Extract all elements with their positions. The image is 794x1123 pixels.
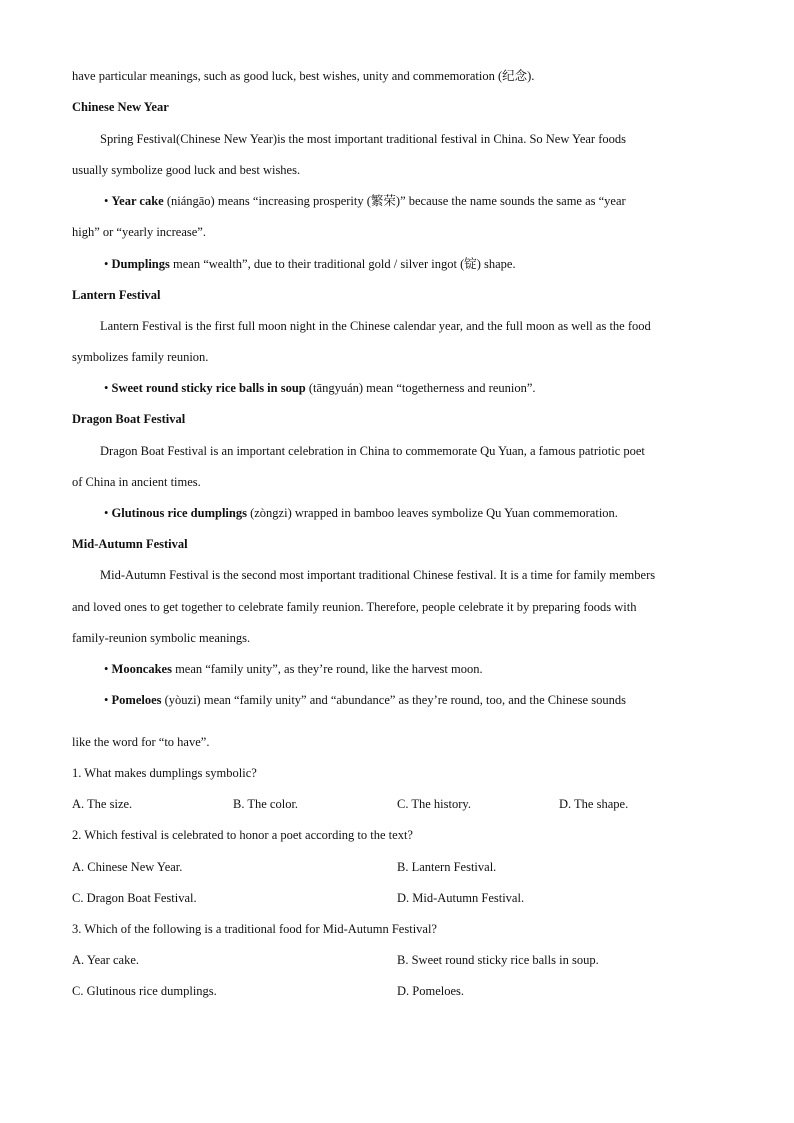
paragraph-line: Dragon Boat Festival is an important celebration in China to commemorate Qu Yuan, a famous patriotic poet <box>100 444 645 458</box>
question-3-option-b: B. Sweet round sticky rice balls in soup. <box>397 953 599 967</box>
bullet-glyph: • <box>104 257 109 271</box>
bullet-glyph: • <box>104 194 109 208</box>
question-2-option-d: D. Mid-Autumn Festival. <box>397 891 525 905</box>
bullet-term: Pomeloes <box>111 693 162 707</box>
question-3-option-d: D. Pomeloes. <box>397 984 465 998</box>
paragraph-line: usually symbolize good luck and best wishes. <box>72 163 301 177</box>
paragraph-line: family-reunion symbolic meanings. <box>72 631 251 645</box>
bullet-glyph: • <box>104 662 109 676</box>
bullet-term: Glutinous rice dumplings <box>111 506 247 520</box>
question-3-option-c: C. Glutinous rice dumplings. <box>72 984 217 998</box>
bullet-glyph: • <box>104 693 109 707</box>
question-3-stem: 3. Which of the following is a traditional food for Mid-Autumn Festival? <box>72 922 437 936</box>
bullet-continuation: like the word for “to have”. <box>72 735 210 749</box>
paragraph-line: Mid-Autumn Festival is the second most important traditional Chinese festival. It is a time for family members <box>100 568 656 582</box>
bullet-item-zongzi <box>104 505 618 521</box>
bullet-item-mooncakes <box>104 661 483 677</box>
question-1-option-a: A. The size. <box>72 797 133 811</box>
question-1-stem: 1. What makes dumplings symbolic? <box>72 766 257 780</box>
bullet-glyph: • <box>104 381 109 395</box>
bullet-term: Sweet round sticky rice balls in soup <box>111 381 306 395</box>
bullet-text: mean “family unity”, as they’re round, like the harvest moon. <box>171 662 483 676</box>
bullet-continuation: high” or “yearly increase”. <box>72 225 206 239</box>
question-2-stem: 2. Which festival is celebrated to honor a poet according to the text? <box>72 828 413 842</box>
bullet-item-tangyuan <box>104 380 536 396</box>
bullet-glyph: • <box>104 506 109 520</box>
bullet-text: mean “wealth”, due to their traditional gold / silver ingot (锭) shape. <box>169 257 516 271</box>
bullet-text: (yòuzi) mean “family unity” and “abundance” as they’re round, too, and the Chinese sounds <box>161 693 626 707</box>
paragraph-line: of China in ancient times. <box>72 475 201 489</box>
bullet-item-year-cake <box>104 193 626 209</box>
bullet-term: Year cake <box>111 194 164 208</box>
paragraph-line: Spring Festival(Chinese New Year)is the most important traditional festival in China. So New Year foods <box>100 132 626 146</box>
intro-line: have particular meanings, such as good luck, best wishes, unity and commemoration (纪念). <box>72 69 535 83</box>
paragraph-line: and loved ones to get together to celebrate family reunion. Therefore, people celebrate it by preparing foods with <box>72 600 637 614</box>
bullet-item-pomeloes <box>104 692 626 708</box>
section-heading-dragon-boat-festival: Dragon Boat Festival <box>72 412 186 426</box>
question-2-option-a: A. Chinese New Year. <box>72 860 183 874</box>
section-heading-lantern-festival: Lantern Festival <box>72 288 161 302</box>
bullet-text: (zòngzi) wrapped in bamboo leaves symbolize Qu Yuan commemoration. <box>246 506 618 520</box>
question-1-option-d: D. The shape. <box>559 797 629 811</box>
section-heading-mid-autumn-festival: Mid-Autumn Festival <box>72 537 188 551</box>
bullet-text: (niángāo) means “increasing prosperity (繁荣)” because the name sounds the same as “year <box>163 194 626 208</box>
section-heading-chinese-new-year: Chinese New Year <box>72 100 169 114</box>
bullet-term: Dumplings <box>111 257 170 271</box>
question-2-option-c: C. Dragon Boat Festival. <box>72 891 197 905</box>
paragraph-line: symbolizes family reunion. <box>72 350 209 364</box>
question-1-option-b: B. The color. <box>233 797 299 811</box>
bullet-term: Mooncakes <box>111 662 172 676</box>
question-2-option-b: B. Lantern Festival. <box>397 860 497 874</box>
bullet-text: (tāngyuán) mean “togetherness and reunion”. <box>305 381 536 395</box>
question-1-option-c: C. The history. <box>397 797 471 811</box>
question-3-option-a: A. Year cake. <box>72 953 139 967</box>
paragraph-line: Lantern Festival is the first full moon night in the Chinese calendar year, and the full moon as well as the food <box>100 319 651 333</box>
bullet-item-dumplings <box>104 256 516 272</box>
